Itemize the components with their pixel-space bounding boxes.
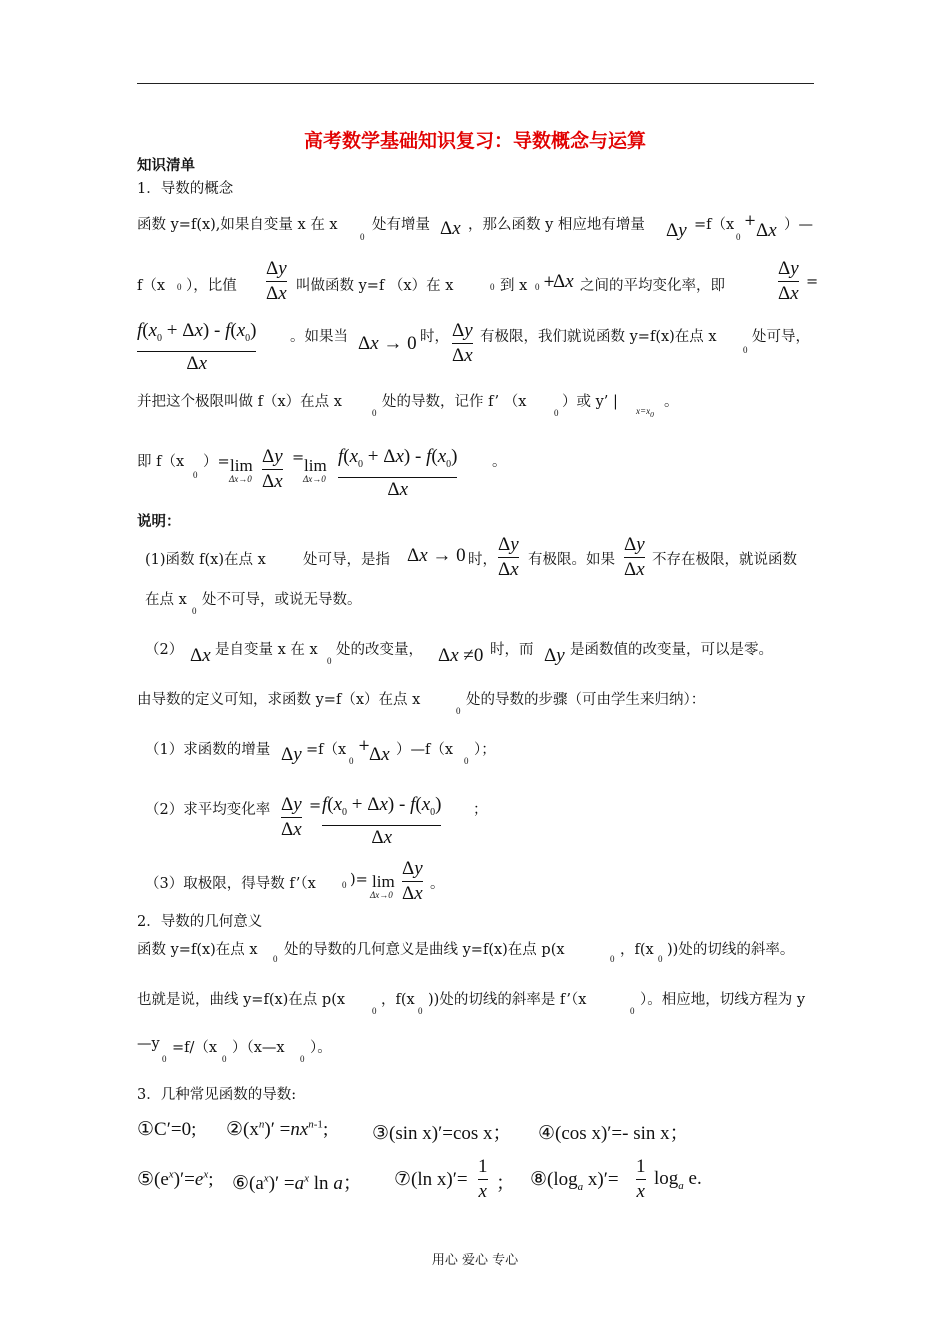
section-1-heading: 1．导数的概念 — [137, 181, 234, 197]
text: 。 — [664, 394, 679, 410]
subscript-zero: 0 — [658, 954, 663, 964]
text: 是函数值的改变量，可以是零。 — [570, 642, 773, 658]
fraction-dy-dx: Δy Δx — [498, 534, 519, 580]
dx-nonzero: Δx ≠0 — [438, 645, 484, 666]
text: 时， — [468, 552, 497, 568]
text: （2） — [145, 642, 184, 658]
text: 之间的平均变化率，即 — [580, 278, 725, 294]
text: ))处的切线的斜率。 — [667, 942, 795, 958]
text: 即 f（x — [137, 454, 185, 470]
text: 由导数的定义可知，求函数 y=f（x）在点 x — [137, 692, 421, 708]
text: 有极限。如果 — [528, 552, 615, 568]
text: 有极限，我们就说函数 y=f(x)在点 x — [480, 329, 717, 345]
text: = — [309, 798, 322, 814]
subscript-zero: 0 — [736, 232, 741, 242]
page-footer: 用心 爱心 专心 — [431, 1253, 519, 1268]
subscript-zero: 0 — [630, 1006, 635, 1016]
difference-quotient: $f(x_0 + \Delta x) - f(x_0)$ Δx — [338, 446, 458, 500]
subscript-zero: 0 — [193, 470, 198, 480]
subscript-zero: 0 — [743, 345, 748, 355]
text: 时，而 — [490, 642, 534, 658]
subscript-zero: 0 — [192, 606, 197, 616]
text: 也就是说，曲线 y=f(x)在点 p(x — [137, 992, 346, 1008]
eval-point-x-eq-x0: $x=x_0$ — [636, 406, 654, 419]
text: 处可导， — [752, 329, 810, 345]
text: ）。 — [310, 1040, 332, 1056]
subscript-zero: 0 — [456, 706, 461, 716]
delta-x-symbol: Δx — [553, 271, 574, 292]
separator: ； — [496, 1173, 516, 1194]
text: ))处的切线的斜率是 f’（x — [428, 992, 587, 1008]
text: =f（x — [694, 217, 735, 233]
text: 处有增量 — [372, 217, 430, 233]
fraction-dy-dx: Δy Δx — [402, 858, 423, 904]
subscript-zero: 0 — [177, 282, 182, 292]
formula-constant: ①C′=0; — [137, 1119, 197, 1140]
text: ）— — [784, 217, 813, 233]
delta-y-symbol: Δy — [281, 744, 302, 765]
header-rule — [137, 83, 814, 84]
notes-heading: 说明： — [137, 514, 181, 530]
fraction-dy-dx: Δy Δx — [281, 794, 302, 840]
delta-x-symbol: Δx — [369, 744, 390, 765]
formula-log: $⑧(\log_a$ x)′= — [530, 1169, 619, 1193]
subscript-zero: 0 — [464, 756, 469, 766]
text: ），比值 — [186, 278, 237, 294]
section-heading-checklist: 知识清单 — [137, 158, 195, 174]
section-3-heading: 3．几种常见函数的导数: — [137, 1087, 297, 1103]
difference-quotient: $f(x_0 + \Delta x) - f(x_0)$ Δx — [137, 320, 257, 374]
text: 在点 x — [145, 592, 187, 608]
text: 处可导，是指 — [303, 552, 390, 568]
subscript-zero: 0 — [418, 1006, 423, 1016]
text: 时， — [420, 329, 449, 345]
formula-sin: ③(sin x)′=cos x； — [372, 1123, 512, 1144]
text: + — [358, 738, 371, 754]
text: 是自变量 x 在 x — [215, 642, 318, 658]
subscript-zero: 0 — [342, 880, 347, 890]
text: 处的改变量， — [336, 642, 423, 658]
dx-to-zero: Δx → 0 — [358, 333, 417, 354]
lim-operator: lim — [304, 456, 327, 475]
subscript-zero: 0 — [300, 1054, 305, 1064]
text: ）= — [203, 454, 230, 470]
lim-operator: lim — [372, 872, 395, 891]
text: ）； — [474, 742, 496, 758]
delta-y-symbol: Δy — [544, 645, 565, 666]
text: ； — [473, 802, 488, 818]
text: （3）取极限，得导数 f’（x — [145, 876, 316, 892]
text: f（x — [137, 278, 166, 294]
formula-log-result: $\log_a e$. — [654, 1168, 702, 1192]
lim-subscript: Δx→0 — [370, 890, 393, 900]
definition-line-1: 函数 y=f(x),如果自变量 x 在 x — [137, 217, 338, 233]
text: 处不可导，或说无导数。 — [202, 592, 362, 608]
text: =f（x — [306, 742, 347, 758]
subscript-zero: 0 — [360, 232, 365, 242]
formula-cos: ④(cos x)′=- sin x； — [538, 1123, 689, 1144]
text: —y — [137, 1036, 160, 1052]
text: ）或 y’ | — [562, 394, 618, 410]
text: + — [543, 274, 556, 290]
subscript-zero: 0 — [327, 656, 332, 666]
page-title: 高考数学基础知识复习：导数概念与运算 — [303, 130, 646, 152]
formula-exp-a: $⑥(a^x)' =a^x$ ln a； — [232, 1172, 362, 1194]
formula-exp: $⑤(e^x)'=e^x$; — [137, 1168, 214, 1190]
delta-x-symbol: Δx — [440, 218, 461, 239]
text: 到 x — [500, 278, 528, 294]
fraction-dy-dx: Δy Δx — [452, 320, 473, 366]
subscript-zero: 0 — [535, 282, 540, 292]
text: ）。相应地，切线方程为 y — [640, 992, 806, 1008]
lim-subscript: Δx→0 — [229, 474, 252, 484]
lim-subscript: Δx→0 — [303, 474, 326, 484]
text: ，那么函数 y 相应地有增量 — [468, 217, 645, 233]
text: 函数 y=f(x)在点 x — [137, 942, 258, 958]
dx-to-zero: Δx → 0 — [407, 545, 466, 566]
subscript-zero: 0 — [349, 756, 354, 766]
text: ，f(x — [620, 942, 654, 958]
delta-x-symbol: Δx — [756, 220, 777, 241]
text: ）（x—x — [232, 1040, 285, 1056]
text: )= — [350, 872, 368, 888]
formula-ln: ⑦(ln x)′= — [394, 1169, 468, 1190]
delta-y-symbol: Δy — [666, 220, 687, 241]
subscript-zero: 0 — [162, 1054, 167, 1064]
fraction-one-over-x: 1 x — [478, 1156, 488, 1202]
fraction-dy-dx: Δy Δx — [778, 258, 799, 304]
text: 。 — [430, 876, 445, 892]
delta-x-symbol: Δx — [190, 645, 211, 666]
text: + — [744, 213, 757, 229]
fraction-dy-dx: Δy Δx — [266, 258, 287, 304]
text: 并把这个极限叫做 f（x）在点 x — [137, 394, 342, 410]
lim-operator: lim — [230, 456, 253, 475]
text: ）—f（x — [396, 742, 454, 758]
subscript-zero: 0 — [490, 282, 495, 292]
text: = — [806, 274, 819, 290]
text: （1）求函数的增量 — [145, 742, 271, 758]
text: 处的导数，记作 f’ （x — [382, 394, 527, 410]
fraction-dy-dx: Δy Δx — [624, 534, 645, 580]
text: 不存在极限，就说函数 — [652, 552, 797, 568]
section-2-heading: 2．导数的几何意义 — [137, 914, 263, 930]
text: 。如果当 — [290, 329, 348, 345]
subscript-zero: 0 — [610, 954, 615, 964]
text: 处的导数的步骤（可由学生来归纳）： — [466, 692, 706, 708]
subscript-zero: 0 — [222, 1054, 227, 1064]
text: ，f(x — [381, 992, 415, 1008]
text: (1)函数 f(x)在点 x — [145, 552, 266, 568]
fraction-one-over-x: 1 x — [636, 1156, 646, 1202]
text: 处的导数的几何意义是曲线 y=f(x)在点 p(x — [284, 942, 565, 958]
text: =f/（x — [172, 1040, 218, 1056]
subscript-zero: 0 — [554, 408, 559, 418]
subscript-zero: 0 — [372, 408, 377, 418]
text: 叫做函数 y=f （x）在 x — [296, 278, 454, 294]
difference-quotient: $f(x_0 + \Delta x) - f(x_0)$ Δx — [322, 794, 442, 848]
text: = — [292, 450, 305, 466]
subscript-zero: 0 — [372, 1006, 377, 1016]
fraction-dy-dx: Δy Δx — [262, 446, 283, 492]
subscript-zero: 0 — [273, 954, 278, 964]
text: （2）求平均变化率 — [145, 802, 271, 818]
text: 。 — [492, 454, 507, 470]
formula-power: $②(x^n)' =nx^{n-1}$; — [226, 1118, 329, 1140]
